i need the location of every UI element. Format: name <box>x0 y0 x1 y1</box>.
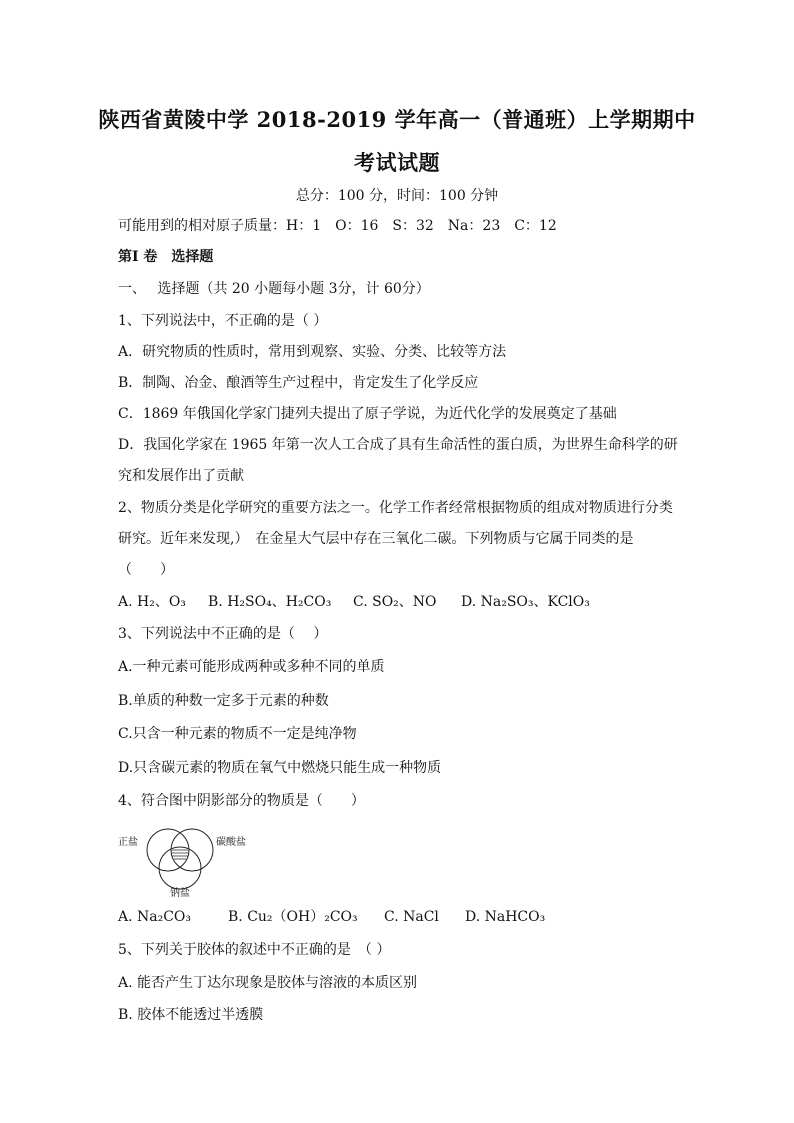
q4-stem: 4、符合图中阴影部分的物质是（ ） <box>118 793 365 809</box>
q1-option-c: C．1869 年俄国化学家门捷列夫提出了原子学说，为近代化学的发展奠定了基础 <box>118 406 617 422</box>
q4-option-c: C. NaCl <box>384 909 439 925</box>
section-title: 第Ⅰ 卷 选择题 <box>118 249 214 265</box>
q1-option-d-line1: D．我国化学家在 1965 年第一次人工合成了具有生命活性的蛋白质，为世界生命科学的研 <box>118 437 678 453</box>
q2-stem-line2: 研究。近年来发现,） 在金星大气层中存在三氧化二碳。下列物质与它属于同类的是 <box>118 531 634 547</box>
q1-option-a: A．研究物质的性质时，常用到观察、实验、分类、比较等方法 <box>118 344 507 360</box>
q3-stem: 3、下列说法中不正确的是（ ） <box>118 626 328 642</box>
q2-stem-line1: 2、物质分类是化学研究的重要方法之一。化学工作者经常根据物质的组成对物质进行分类 <box>118 500 673 516</box>
q3-option-c: C.只含一种元素的物质不一定是纯净物 <box>118 726 357 742</box>
venn-label-normal-salt: 正盐 <box>118 837 138 848</box>
venn-label-carbonate: 碳酸盐 <box>216 837 246 848</box>
q1-option-d-line2: 究和发展作出了贡献 <box>118 468 244 484</box>
q2-option-c: C. SO₂、NO <box>353 594 437 610</box>
q4-option-a: A. Na₂CO₃ <box>118 909 192 925</box>
q1-option-b: B．制陶、冶金、酿酒等生产过程中，肯定发生了化学反应 <box>118 375 479 391</box>
atomic-masses: 可能用到的相对原子质量：H：1 O：16 S：32 Na：23 C：12 <box>118 218 557 234</box>
venn-label-sodium-salt: 钠盐 <box>170 888 190 898</box>
exam-title-line1: 陕西省黄陵中学 2018-2019 学年高一（普通班）上学期期中 <box>98 107 696 132</box>
q4-options <box>118 907 718 927</box>
q3-option-b: B.单质的种数一定多于元素的种数 <box>118 693 329 709</box>
q1-stem: 1、下列说法中，不正确的是（ ） <box>118 313 328 329</box>
q3-option-a: A.一种元素可能形成两种或多种不同的单质 <box>118 659 385 675</box>
q2-option-a: A. H₂、O₃ <box>118 594 186 610</box>
q3-option-d: D.只含碳元素的物质在氧气中燃烧只能生成一种物质 <box>118 760 442 776</box>
q5-stem: 5、下列关于胶体的叙述中不正确的是 （ ） <box>118 942 391 958</box>
q5-option-a: A. 能否产生丁达尔现象是胶体与溶液的本质区别 <box>118 975 418 991</box>
q2-stem-line3: （ ） <box>118 562 174 578</box>
part-heading: 一、 选择题（共 20 小题每小题 3分，计 60分） <box>118 281 430 297</box>
score-time: 总分：100 分，时间：100 分钟 <box>295 188 499 204</box>
q2-options <box>118 592 718 612</box>
q5-option-b: B. 胶体不能透过半透膜 <box>118 1007 264 1023</box>
q4-option-d: D. NaHCO₃ <box>465 909 546 925</box>
q2-option-b: B. H₂SO₄、H₂CO₃ <box>208 594 332 610</box>
q4-option-b: B. Cu₂（OH）₂CO₃ <box>228 909 358 925</box>
q2-option-d: D. Na₂SO₃、KClO₃ <box>461 594 590 610</box>
venn-shaded-region <box>171 850 189 859</box>
exam-title-line2: 考试试题 <box>354 150 440 175</box>
venn-diagram <box>116 820 256 898</box>
